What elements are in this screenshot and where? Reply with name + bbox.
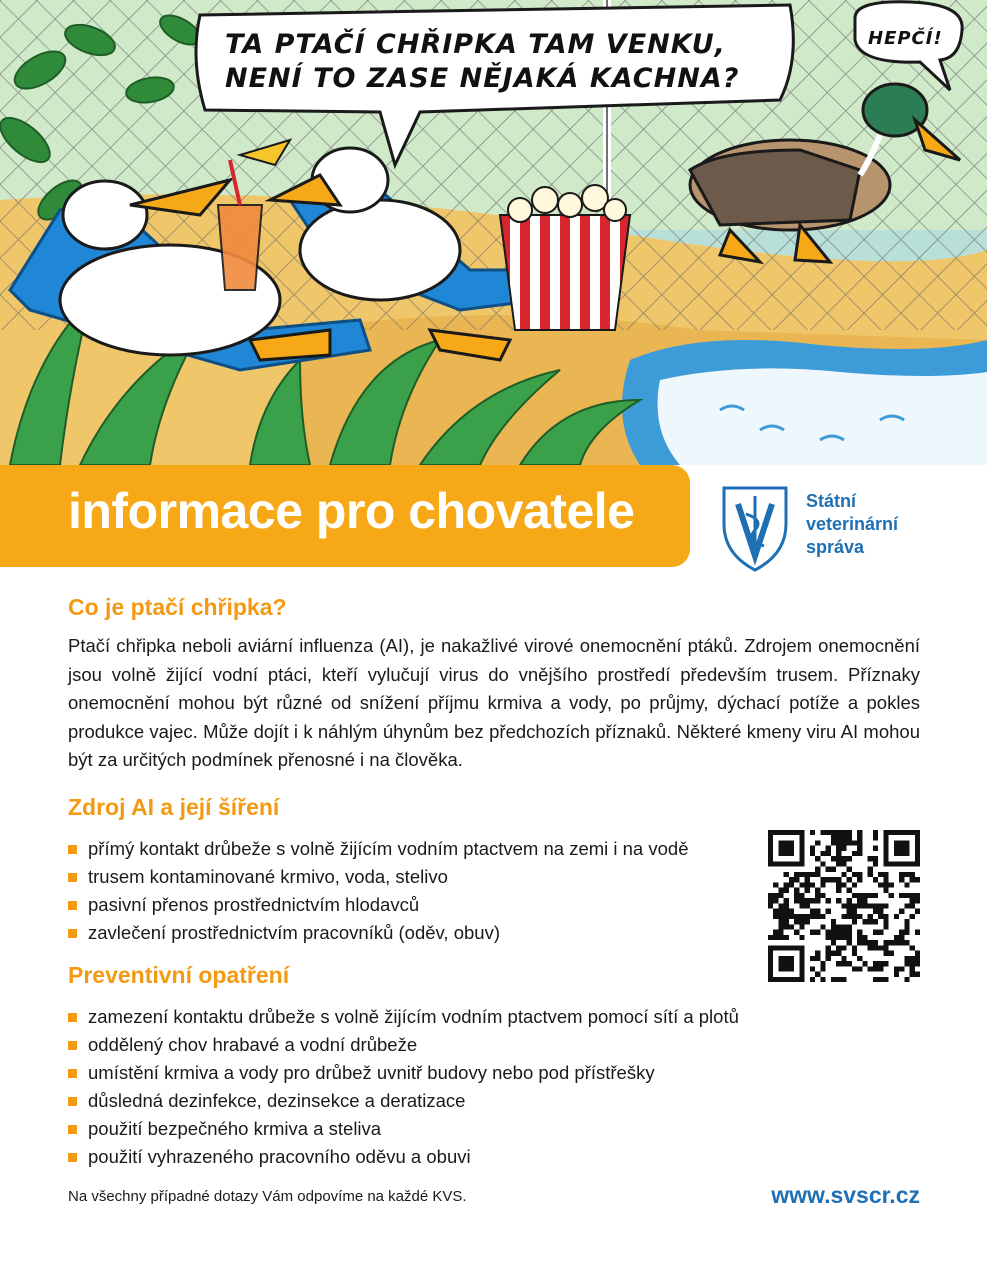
list-item [68, 1031, 739, 1059]
list-item [68, 863, 688, 891]
list-item [68, 891, 688, 919]
list-item-text: umístění krmiva a vody pro drůbež uvnitř budovy nebo pod přístřešky [88, 1062, 655, 1083]
speech-bubble-main-text: TA PTAČÍ CHŘIPKA TAM VENKU, NENÍ TO ZASE NĚJAKÁ KACHNA? [225, 29, 740, 94]
bullet-square-icon [68, 1041, 77, 1050]
heading-what-is-flu: Co je ptačí chřipka? [68, 594, 287, 620]
bullet-square-icon [68, 873, 77, 882]
cartoon-illustration [0, 0, 987, 465]
speech-bubble-small-text: HEPČÍ! [868, 28, 943, 49]
bullet-square-icon [68, 845, 77, 854]
bullet-square-icon [68, 1153, 77, 1162]
logo-line-3: správa [806, 537, 865, 557]
list-item-text: přímý kontakt drůbeže s volně žijícím vodním ptactvem na zemi i na vodě [88, 838, 689, 859]
list-item [68, 1115, 739, 1143]
list-item [68, 919, 688, 947]
prevention-list [68, 1003, 739, 1171]
list-item-text: zavlečení prostřednictvím pracovníků (oděv, obuv) [88, 922, 500, 943]
list-item [68, 1143, 739, 1171]
bullet-square-icon [68, 901, 77, 910]
bullet-square-icon [68, 1013, 77, 1022]
list-item-text: zamezení kontaktu drůbeže s volně žijícím vodním ptactvem pomocí sítí a plotů [88, 1006, 739, 1027]
list-item-text: trusem kontaminované krmivo, voda, stelivo [88, 866, 448, 887]
list-item-text: použití vyhrazeného pracovního oděvu a obuvi [88, 1146, 471, 1167]
list-item [68, 1003, 739, 1031]
list-item-text: pasivní přenos prostřednictvím hlodavců [88, 894, 420, 915]
bullet-square-icon [68, 1097, 77, 1106]
heading-source-spread: Zdroj AI a její šíření [68, 794, 280, 820]
list-item-text: použití bezpečného krmiva a steliva [88, 1118, 382, 1139]
source-spread-list [68, 835, 688, 947]
list-item-text: oddělený chov hrabavé a vodní drůbeže [88, 1034, 418, 1055]
bullet-square-icon [68, 1069, 77, 1078]
bullet-square-icon [68, 929, 77, 938]
list-item-text: důsledná dezinfekce, dezinsekce a deratizace [88, 1090, 466, 1111]
list-item [68, 1059, 739, 1087]
list-item [68, 1087, 739, 1115]
logo-line-1: Státní [806, 491, 857, 511]
heading-prevention: Preventivní opatření [68, 962, 290, 988]
list-item [68, 835, 688, 863]
footer-note: Na všechny případné dotazy Vám odpovíme na každé KVS. [68, 1188, 467, 1205]
logo-line-2: veterinární [806, 514, 899, 534]
bullet-square-icon [68, 1125, 77, 1134]
website-link[interactable]: www.svscr.cz [771, 1182, 920, 1208]
qr-code-icon[interactable] [768, 830, 920, 982]
svs-logo-text [806, 490, 898, 559]
page-title: informace pro chovatele [68, 483, 635, 539]
intro-paragraph: Ptačí chřipka neboli aviární influenza (AI), je nakažlivé virové onemocnění ptáků. Zdrojem onemocnění jsou volně žijící vodní ptáci, kteří vylučují virus do vnějšího prostředí především trusem. Příznaky onemocnění mohou být různé od snížení příjmu krmiva a vody, po průjmy, dýchací potíže a pokles produkce vajec. Může dojít i k náhlým úhynům bez předchozích příznaků. Některé kmeny viru AI mohou být za určitých podmínek přenosné i na člověka. [68, 635, 920, 771]
